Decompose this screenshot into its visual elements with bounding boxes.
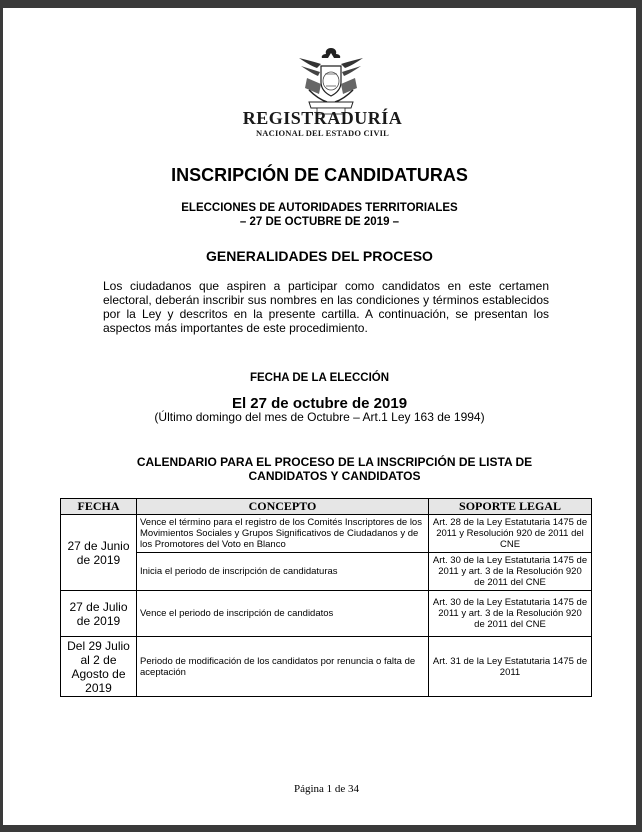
calendar-title: CALENDARIO PARA EL PROCESO DE LA INSCRIPCIÓN DE LISTA DE CANDIDATOS Y CANDIDATOS [136,455,533,483]
cell-soporte: Art. 31 de la Ley Estatutaria 1475 de 2011 [429,637,592,697]
calendar-table [60,498,592,697]
elections-subtitle: ELECCIONES DE AUTORIDADES TERRITORIALES [181,202,458,214]
cell-concepto: Vence el periodo de inscripción de candidatos [137,591,429,637]
table-row [61,637,592,697]
cell-concepto: Periodo de modificación de los candidatos por renuncia o falta de aceptación [137,637,429,697]
election-date-note: (Último domingo del mes de Octubre – Art.1 Ley 163 de 1994) [154,410,485,424]
table-row [61,591,592,637]
intro-paragraph: Los ciudadanos que aspiren a participar como candidatos en este certamen electoral, deberán inscribir sus nombres en las condiciones y términos establecidos por la Ley y descritos en la presente cartilla. A continuación, se presentan los aspectos más importantes de este procedimiento. [103,279,549,335]
table-row [61,553,592,591]
section-title: GENERALIDADES DEL PROCESO [206,248,433,264]
cell-soporte: Art. 28 de la Ley Estatutaria 1475 de 2011 y Resolución 920 de 2011 del CNE [429,515,592,553]
column-header-fecha: FECHA [61,499,137,515]
page-number: Página 1 de 34 [293,783,360,795]
column-header-soporte: SOPORTE LEGAL [429,499,592,515]
elections-date-subtitle: – 27 DE OCTUBRE DE 2019 – [239,216,400,228]
election-date-heading: FECHA DE LA ELECCIÓN [249,372,390,384]
cell-soporte: Art. 30 de la Ley Estatutaria 1475 de 2011 y art. 3 de la Resolución 920 de 2011 del CNE [429,591,592,637]
cell-concepto: Inicia el periodo de inscripción de candidaturas [137,553,429,591]
cell-fecha: Del 29 Julio al 2 de Agosto de 2019 [61,637,137,697]
cell-fecha: 27 de Junio de 2019 [61,515,137,591]
cell-concepto: Vence el término para el registro de los Comités Inscriptores de los Movimientos Sociales y Grupos Significativos de Ciudadanos y de los Promotores del Voto en Blanco [137,515,429,553]
election-date: El 27 de octubre de 2019 [231,395,408,412]
table-row [61,515,592,553]
document-title: INSCRIPCIÓN DE CANDIDATURAS [171,165,468,185]
cell-soporte: Art. 30 de la Ley Estatutaria 1475 de 2011 y art. 3 de la Resolución 920 de 2011 del CNE [429,553,592,591]
brand-name: REGISTRADURÍA [242,108,403,128]
document-page [3,8,636,825]
brand-subtitle: NACIONAL DEL ESTADO CIVIL [255,128,390,138]
coat-of-arms-icon [285,44,377,116]
table-header-row [61,499,592,515]
column-header-concepto: CONCEPTO [137,499,429,515]
cell-fecha: 27 de Julio de 2019 [61,591,137,637]
